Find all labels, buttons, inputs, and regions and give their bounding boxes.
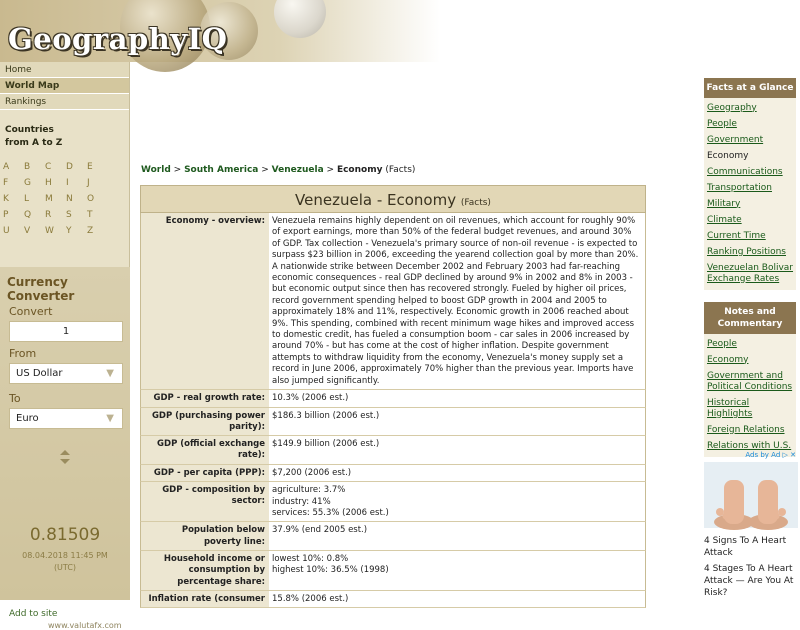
to-currency-value: Euro	[16, 413, 39, 424]
notes-link-people[interactable]: People	[707, 338, 737, 349]
advertisement[interactable]	[704, 450, 798, 599]
row-value: $7,200 (2006 est.)	[269, 465, 645, 481]
facts-link-venezuelan-bolivar-exchange-rates[interactable]: Venezuelan Bolivar Exchange Rates	[707, 262, 794, 284]
facts-link-current-time[interactable]: Current Time	[707, 230, 766, 241]
chevron-down-icon: ▼	[106, 368, 114, 379]
row-value-line: agriculture: 3.7%	[272, 485, 346, 496]
facts-link-economy: Economy	[707, 150, 749, 161]
rate-timezone: (UTC)	[53, 563, 77, 572]
facts-link-climate[interactable]: Climate	[707, 214, 742, 225]
ad-choices[interactable]	[704, 450, 798, 460]
nav-world-map[interactable]: World Map	[0, 78, 129, 94]
facts-at-a-glance-heading: Facts at a Glance	[704, 78, 796, 98]
row-value: 37.9% (end 2005 est.)	[269, 522, 645, 550]
row-label: GDP - real growth rate:	[141, 390, 269, 406]
row-value: $186.3 billion (2006 est.)	[269, 408, 645, 436]
country-letter-h[interactable]: H	[45, 178, 52, 188]
row-label: GDP (purchasing power parity):	[141, 408, 269, 436]
table-row	[140, 591, 646, 608]
countries-heading-line1: Countries	[5, 125, 54, 135]
close-icon[interactable]: ✕	[790, 451, 796, 459]
table-row	[140, 482, 646, 522]
notes-list	[704, 334, 796, 457]
country-letter-r[interactable]: R	[45, 210, 52, 220]
table-row	[140, 213, 646, 390]
row-label: Inflation rate (consumer	[141, 591, 269, 607]
rate-date: 08.04.2018 11:45 PM	[22, 551, 108, 560]
country-letter-n[interactable]: N	[66, 194, 73, 204]
country-letter-i[interactable]: I	[66, 178, 69, 188]
country-letter-l[interactable]: L	[24, 194, 30, 204]
facts-link-military[interactable]: Military	[707, 198, 741, 209]
notes-link-historical-highlights[interactable]: Historical Highlights	[707, 397, 753, 419]
from-currency-value: US Dollar	[16, 368, 63, 379]
ad-headline-1[interactable]: 4 Signs To A Heart Attack	[704, 536, 787, 558]
facts-link-people[interactable]: People	[707, 118, 737, 129]
table-row	[140, 408, 646, 437]
country-letter-w[interactable]: W	[45, 226, 54, 236]
country-letter-o[interactable]: O	[87, 194, 95, 204]
row-value-line: services: 55.3% (2006 est.)	[272, 507, 389, 518]
row-value: $149.9 billion (2006 est.)	[269, 436, 645, 464]
countries-heading-line2: from A to Z	[5, 138, 63, 148]
facts-link-transportation[interactable]: Transportation	[707, 182, 772, 193]
page-title	[140, 185, 646, 213]
country-letter-u[interactable]: U	[3, 226, 10, 236]
economy-facts-table	[140, 185, 646, 608]
ad-choices-label: Ads by	[745, 451, 769, 459]
row-label: GDP - composition by sector:	[141, 482, 269, 521]
ad-headline-2[interactable]: 4 Stages To A Heart Attack — Are You At Risk?	[704, 564, 794, 598]
breadcrumb-current-suffix: (Facts)	[385, 165, 416, 175]
facts-link-ranking-positions[interactable]: Ranking Positions	[707, 246, 786, 257]
row-label: GDP (official exchange rate):	[141, 436, 269, 464]
chevron-down-icon: ▼	[106, 413, 114, 424]
breadcrumb-world[interactable]: World	[141, 165, 171, 175]
notes-heading: Notes and Commentary	[704, 302, 796, 334]
globe-decoration	[274, 0, 326, 38]
country-alphabet	[3, 162, 128, 242]
breadcrumb-separator: >	[173, 165, 182, 175]
page-title-text: Venezuela - Economy	[295, 191, 457, 209]
facts-rows	[140, 213, 646, 608]
to-label: To	[9, 392, 21, 405]
notes-link-economy[interactable]: Economy	[707, 354, 749, 365]
converter-source[interactable]: www.valutafx.com	[48, 621, 122, 630]
country-letter-m[interactable]: M	[45, 194, 53, 204]
rate-timestamp	[0, 550, 130, 574]
nav-home[interactable]: Home	[0, 62, 129, 78]
swap-currencies-icon[interactable]	[58, 449, 72, 465]
row-value	[269, 482, 645, 521]
breadcrumb-separator: >	[261, 165, 269, 175]
country-letter-b[interactable]: B	[24, 162, 31, 172]
exchange-rate: 0.81509	[29, 525, 101, 545]
country-letter-d[interactable]: D	[66, 162, 73, 172]
row-value: Venezuela remains highly dependent on oil revenues, which account for roughly 90% of export earnings, more than 50% of the federal budget revenues, and around 30% of GDP. Tax collection - Venezuela's primary source of non-oil revenue - is expected to surpass $23 billion in 2006, exceeding the yearend collection goal by more than 20%. A nationwide strike between December 2002 and February 2003 had far-reaching economic consequences - real GDP declined by around 9% in 2002 and 8% in 2003 - but economic output since then has recovered strongly. Fueled by higher oil prices, record government spending helped to boost GDP growth in 2004 and 2005 to approximately 18% and 11%, respectively. Economic growth in 2006 reached about 9%. This spending, combined with recent minimum wage hikes and improved access to domestic credit, has fueled a consumption boom - car sales in 2006 increased by around 70% - but has come at the cost of higher inflation. Despite government attempts to withdraw liquidity from the economy, Venezuela's money supply set a record in June 2006, approximately 70% higher than the previous year. Imports have also jumped significantly.	[269, 213, 645, 389]
table-row	[140, 390, 646, 407]
currency-converter-title: Currency Converter	[7, 275, 75, 303]
ad-info-icon[interactable]: ▷	[782, 451, 788, 459]
to-currency-select[interactable]	[9, 408, 123, 429]
country-letter-q[interactable]: Q	[24, 210, 32, 220]
notes-link-relations-with-u-s-[interactable]: Relations with U.S.	[707, 440, 792, 451]
row-value-line: lowest 10%: 0.8%	[272, 553, 349, 564]
country-letter-t[interactable]: T	[87, 210, 93, 220]
nav-rankings[interactable]: Rankings	[0, 94, 129, 110]
country-letter-z[interactable]: Z	[87, 226, 94, 236]
row-value: 10.3% (2006 est.)	[269, 390, 645, 406]
page-title-suffix: (Facts)	[460, 198, 491, 208]
table-row	[140, 522, 646, 551]
country-letter-j[interactable]: J	[87, 178, 90, 188]
notes-link-government-and-political-conditions[interactable]: Government and Political Conditions	[707, 370, 793, 392]
left-sidebar	[0, 62, 130, 630]
row-value-line: industry: 41%	[272, 496, 331, 507]
from-currency-select[interactable]	[9, 363, 123, 384]
country-letter-v[interactable]: V	[24, 226, 31, 236]
row-label: Household income or consumption by percentage share:	[141, 551, 269, 590]
country-letter-g[interactable]: G	[24, 178, 31, 188]
breadcrumb-venezuela[interactable]: Venezuela	[271, 165, 324, 175]
facts-link-communications[interactable]: Communications	[707, 166, 783, 177]
country-letter-e[interactable]: E	[87, 162, 93, 172]
site-logo[interactable]: GeographyIQ	[8, 22, 228, 56]
breadcrumb	[141, 165, 415, 175]
right-sidebar	[704, 78, 796, 457]
from-label: From	[9, 347, 37, 360]
row-label: GDP - per capita (PPP):	[141, 465, 269, 481]
country-letter-f[interactable]: F	[3, 178, 9, 188]
table-row	[140, 465, 646, 482]
table-row	[140, 436, 646, 465]
breadcrumb-current: Economy	[336, 165, 383, 175]
ad-choices-brand: Ad	[771, 451, 781, 459]
table-row	[140, 551, 646, 591]
amount-input[interactable]: 1	[9, 321, 123, 342]
row-label: Population below poverty line:	[141, 522, 269, 550]
row-value: 15.8% (2006 est.)	[269, 591, 645, 607]
row-value	[269, 551, 645, 590]
country-letter-k[interactable]: K	[3, 194, 9, 204]
country-letter-s[interactable]: S	[66, 210, 72, 220]
breadcrumb-separator: >	[326, 165, 335, 175]
row-value-line: highest 10%: 36.5% (1998)	[272, 565, 389, 576]
ad-image[interactable]	[704, 462, 798, 528]
facts-link-government[interactable]: Government	[707, 134, 764, 145]
notes-link-foreign-relations[interactable]: Foreign Relations	[707, 424, 785, 435]
facts-at-a-glance-list	[704, 98, 796, 290]
site-header	[0, 0, 800, 62]
add-to-site-link[interactable]: Add to site	[9, 609, 58, 619]
country-letter-p[interactable]: P	[3, 210, 9, 220]
facts-link-geography[interactable]: Geography	[707, 102, 757, 113]
country-letter-a[interactable]: A	[3, 162, 10, 172]
country-letter-y[interactable]: Y	[66, 226, 72, 236]
countries-heading	[5, 124, 62, 150]
row-label: Economy - overview:	[141, 213, 269, 389]
breadcrumb-south-america[interactable]: South America	[184, 165, 259, 175]
country-letter-c[interactable]: C	[45, 162, 52, 172]
currency-converter	[0, 267, 130, 630]
convert-label: Convert	[9, 305, 53, 318]
